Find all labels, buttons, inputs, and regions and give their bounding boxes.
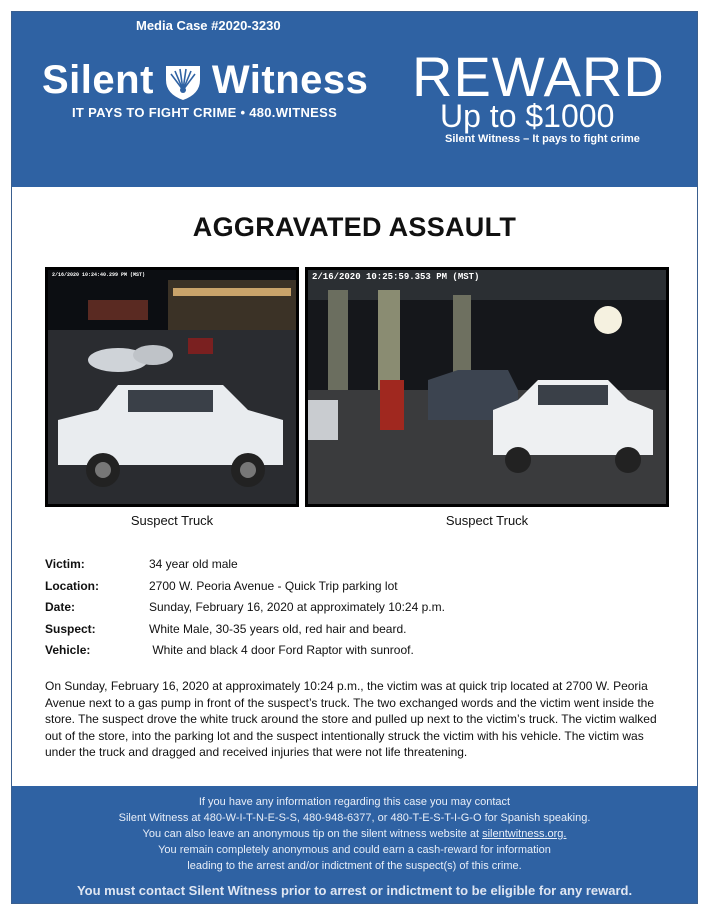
detail-value: Sunday, February 16, 2020 at approximately 10:24 p.m. <box>149 600 445 614</box>
footer-line-4: You remain completely anonymous and could earn a cash-reward for information <box>158 844 551 856</box>
detail-label: Date: <box>45 600 76 614</box>
surveillance-photo-2 <box>305 267 669 507</box>
detail-label: Location: <box>45 578 99 593</box>
detail-value: 34 year old male <box>149 557 238 571</box>
gas-station-photo-image <box>308 270 666 504</box>
photo-caption-2: Suspect Truck <box>445 513 529 528</box>
detail-label: Vehicle: <box>45 643 91 657</box>
detail-row-vehicle <box>45 643 445 665</box>
detail-row-location <box>45 579 445 601</box>
shield-fan-icon <box>162 60 204 102</box>
detail-row-victim <box>45 557 445 579</box>
page-title: AGGRAVATED ASSAULT <box>192 212 517 242</box>
footer-banner <box>12 786 697 903</box>
detail-row-suspect <box>45 622 445 644</box>
surveillance-photo-1 <box>45 267 299 507</box>
detail-value: 2700 W. Peoria Avenue - Quick Trip parking lot <box>149 578 398 593</box>
case-narrative: On Sunday, February 16, 2020 at approximately 10:24 p.m., the victim was at quick trip located at 2700 W. Peoria Avenue next to a gas pump in front of the suspect’s truck. The two exchanged words and the victim went inside the store. The suspect drove the white truck around the store and pulled up next to the victim’s truck. The victim walked out of the store, into the parking lot and the suspect intentionally struck the victim with his vehicle. The victim was under the truck and dragged and received injuries that were not life threatening. <box>45 679 657 759</box>
photo-timestamp-1: 2/16/2020 10:24:40.299 PM (MST) <box>52 272 146 278</box>
footer-line-2: Silent Witness at 480-W-I-T-N-E-S-S, 480-948-6377, or 480-T-E-S-T-I-G-O for Spanish speaking. <box>118 812 591 824</box>
reward-amount: Up to $1000 <box>440 98 615 134</box>
case-number: Media Case #2020-3230 <box>136 18 281 33</box>
brand-right: Witness <box>211 58 369 102</box>
detail-label: Victim: <box>45 557 85 571</box>
detail-row-date <box>45 600 445 622</box>
photo-timestamp-2: 2/16/2020 10:25:59.353 PM (MST) <box>312 272 480 282</box>
flyer <box>11 11 698 904</box>
footer-line-3 <box>12 826 697 842</box>
case-details <box>45 557 445 665</box>
reward-heading: REWARD <box>412 45 665 108</box>
footer-line-5: leading to the arrest and/or indictment of the suspect(s) of this crime. <box>187 860 522 872</box>
website-link[interactable]: silentwitness.org. <box>482 828 567 840</box>
footer-line-1: If you have any information regarding this case you may contact <box>198 796 511 808</box>
detail-label: Suspect: <box>45 621 96 636</box>
detail-value: White and black 4 door Ford Raptor with sunroof. <box>149 643 414 657</box>
tagline: IT PAYS TO FIGHT CRIME • 480.WITNESS <box>72 105 338 120</box>
truck-photo-image <box>48 270 296 504</box>
reward-eligibility-notice: You must contact Silent Witness prior to arrest or indictment to be eligible for any reward. <box>76 883 633 898</box>
footer-line-3-text: You can also leave an anonymous tip on the silent witness website at <box>142 828 483 840</box>
silent-witness-logo <box>42 58 368 103</box>
header-banner <box>12 12 697 187</box>
detail-value: White Male, 30-35 years old, red hair and beard. <box>149 621 407 636</box>
reward-tagline: Silent Witness – It pays to fight crime <box>445 133 640 145</box>
brand-left: Silent <box>42 58 154 102</box>
photo-caption-1: Suspect Truck <box>130 513 214 528</box>
